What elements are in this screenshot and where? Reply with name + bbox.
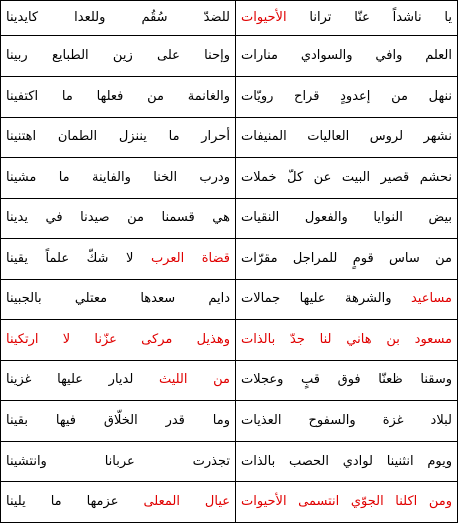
highlighted-text: مسعود بن هاني لنا جدّ بالذات <box>241 331 452 347</box>
second-hemistich <box>1 239 236 280</box>
verse-text: وما قدر الخلّاق فيها بقينا <box>6 413 230 429</box>
verse-text: بيض النوايا والفعول النقيات <box>241 210 452 226</box>
verse-text: ويوم انثنينا لوادي الحصب بالذات <box>241 453 452 469</box>
second-hemistich <box>1 482 236 523</box>
verse-row <box>1 1 458 36</box>
verse-text: لديار عليها غزينا <box>6 372 159 388</box>
first-hemistich <box>236 441 458 482</box>
first-hemistich <box>236 158 458 199</box>
verse-text: ننهل من إعدودٍ قراح رويّات <box>241 88 452 104</box>
highlighted-text: عيال المعلى <box>143 494 230 510</box>
verse-text: وإحنا على زين الطبايع ربينا <box>6 48 230 64</box>
verse-row <box>1 401 458 442</box>
verse-text: العلم وافي والسوادي منارات <box>241 48 452 64</box>
highlighted-text: الأحيوات <box>241 10 287 26</box>
verse-row <box>1 360 458 401</box>
verse-row <box>1 279 458 320</box>
verse-text: أحرار ما يننزل الطمان اهتنينا <box>6 129 230 145</box>
verse-text: والغانمة من فعلها ما اكتفينا <box>6 88 230 104</box>
verse-row <box>1 482 458 523</box>
second-hemistich <box>1 36 236 77</box>
verse-row <box>1 239 458 280</box>
verse-text: تجذرت عربانا وانتشينا <box>6 453 230 469</box>
verse-row <box>1 117 458 158</box>
verse-text: يا ناشداً عنّا ترانا <box>286 10 452 26</box>
second-hemistich <box>1 117 236 158</box>
verse-text: لبلاد غزة والسفوح العذيات <box>241 413 452 429</box>
verse-text: نحشم قصير البيت عن كلّ خملات <box>241 169 452 185</box>
highlighted-text: قضاة العرب <box>150 250 230 266</box>
verse-text: نشهر لروس العاليات المنيفات <box>241 129 452 145</box>
first-hemistich <box>236 77 458 118</box>
verse-row <box>1 158 458 199</box>
verse-text: هي قسمنا من صيدنا في يدينا <box>6 210 230 226</box>
verse-text: ودرب الخنا والفاينة ما مشينا <box>6 169 230 185</box>
verse-row <box>1 198 458 239</box>
verse-row <box>1 320 458 361</box>
highlighted-text: من الليث <box>158 372 230 388</box>
second-hemistich <box>1 360 236 401</box>
first-hemistich <box>236 239 458 280</box>
second-hemistich <box>1 1 236 36</box>
verse-text: للضدّ سُقُم وللعدا كايدينا <box>6 10 230 26</box>
highlighted-text: وهذيل مركى عزّنا لا ارتكينا <box>6 331 230 347</box>
first-hemistich <box>236 320 458 361</box>
first-hemistich <box>236 360 458 401</box>
verse-text: وسقنا ظعنّا فوق قبٍ وعجلات <box>241 372 452 388</box>
second-hemistich <box>1 77 236 118</box>
verse-text: عزمها ما يلينا <box>6 494 144 510</box>
verse-row <box>1 441 458 482</box>
second-hemistich <box>1 198 236 239</box>
second-hemistich <box>1 158 236 199</box>
first-hemistich <box>236 1 458 36</box>
first-hemistich <box>236 36 458 77</box>
verse-text: دايم سعدها معتلي بالجبينا <box>6 291 230 307</box>
first-hemistich <box>236 401 458 442</box>
highlighted-text: مساعيد <box>410 291 452 307</box>
verse-row <box>1 77 458 118</box>
first-hemistich <box>236 117 458 158</box>
verse-row <box>1 36 458 77</box>
second-hemistich <box>1 320 236 361</box>
second-hemistich <box>1 279 236 320</box>
highlighted-text: ومن اكلنا الجوّي انتسمى الأحيوات <box>241 494 452 510</box>
second-hemistich <box>1 441 236 482</box>
second-hemistich <box>1 401 236 442</box>
first-hemistich <box>236 198 458 239</box>
verse-text: والشرهة عليها جمالات <box>241 291 411 307</box>
first-hemistich <box>236 279 458 320</box>
first-hemistich <box>236 482 458 523</box>
verse-text: من ساس قومٍ للمراجل مقرّات <box>241 250 452 266</box>
verse-text: لا شكّ علماً يقينا <box>6 250 151 266</box>
